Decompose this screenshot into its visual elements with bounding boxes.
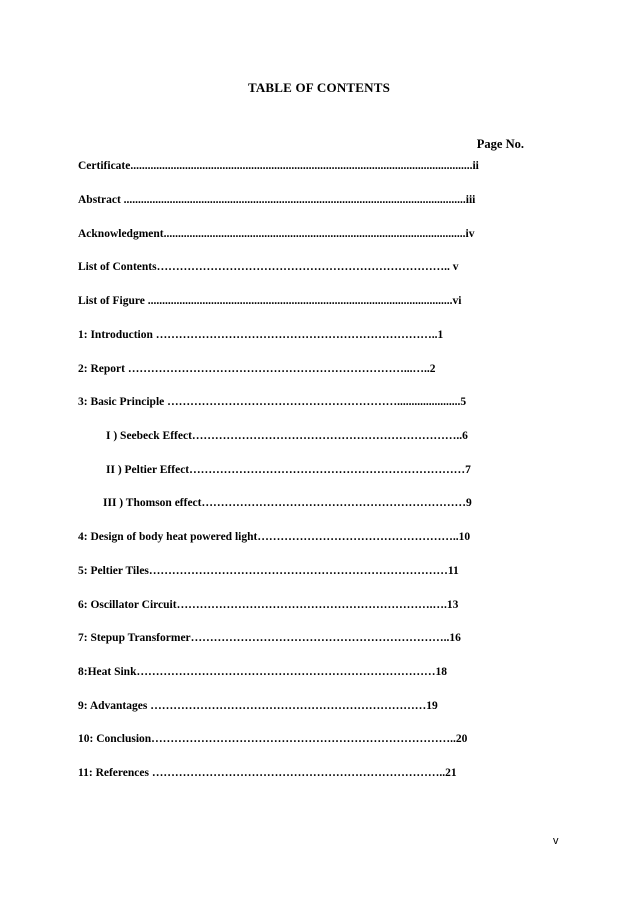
toc-entry-leader: .......................................................................................................... [147, 295, 453, 307]
toc-entry-leader: …………………………………………………………………….. [151, 733, 456, 745]
toc-entry-page: 18 [435, 666, 447, 678]
toc-entry-leader: ……………………………………………………………….. [155, 329, 438, 341]
toc-entry-label: Certificate [78, 160, 131, 172]
toc-entry-abstract[interactable] [78, 192, 475, 208]
toc-entry-peltier-effect[interactable] [106, 462, 471, 478]
toc-entry-introduction[interactable] [78, 327, 443, 343]
toc-entry-page: v [452, 261, 459, 273]
toc-entry-leader: ………………………………………………………………….. [156, 261, 453, 273]
toc-entry-label: 10: Conclusion [78, 733, 152, 745]
toc-entry-design[interactable] [78, 529, 470, 545]
toc-entry-leader: ……………………………………………………………… [189, 464, 466, 476]
toc-entry-leader: ………………………………………………………….. [190, 632, 450, 644]
toc-entry-leader: ....................................................................................................................... [130, 160, 473, 172]
toc-entry-leader: ....................................................................................................................... [123, 194, 466, 206]
toc-entry-label: 3: Basic Principle [78, 396, 168, 408]
toc-entry-label: Abstract [78, 194, 124, 206]
toc-entry-conclusion[interactable] [78, 731, 467, 747]
toc-entry-peltier-tiles[interactable] [78, 563, 459, 579]
toc-entry-leader: ………………………………………………………………...….. [127, 363, 430, 375]
toc-entry-references[interactable] [78, 765, 457, 781]
toc-entry-basic-principle[interactable] [78, 394, 466, 410]
toc-entry-leader: …………………………………………….. [257, 531, 459, 543]
toc-entry-label: 2: Report [78, 363, 128, 375]
toc-entry-label: 11: References [78, 767, 152, 779]
toc-entry-page: 20 [455, 733, 468, 745]
toc-entry-page: 16 [449, 632, 461, 644]
toc-entry-label: 4: Design of body heat powered light [78, 531, 258, 543]
toc-entry-page: iii [465, 194, 476, 206]
toc-entry-label: List of Contents [78, 261, 157, 273]
toc-entry-label: 7: Stepup Transformer [78, 632, 191, 644]
toc-entry-leader: ………………………………………………………….…. [176, 599, 447, 611]
page-title: TABLE OF CONTENTS [247, 80, 391, 95]
toc-entry-label: 8:Heat Sink [78, 666, 137, 678]
toc-entry-leader: …………………………………………………………… [201, 497, 466, 509]
toc-entry-page: 10 [458, 531, 471, 543]
toc-entry-list-of-contents[interactable] [78, 259, 458, 275]
page-no-header: Page No. [476, 137, 524, 151]
toc-entry-leader: …………………………………………………………………… [136, 666, 436, 678]
toc-entry-list-of-figure[interactable] [78, 293, 461, 309]
toc-entry-thomson-effect[interactable] [103, 495, 472, 511]
toc-entry-label: 9: Advantages [78, 700, 151, 712]
toc-entry-page: 13 [446, 599, 459, 611]
toc-entry-page: 19 [426, 700, 438, 712]
toc-entry-page: 9 [466, 497, 472, 509]
toc-entry-leader: ……………………………………………………………… [150, 700, 427, 712]
toc-entry-advantages[interactable] [78, 698, 438, 714]
toc-entry-page: 5 [460, 396, 467, 408]
toc-entry-label: I ) Seebeck Effect [106, 430, 192, 442]
toc-entry-page: 21 [445, 767, 457, 779]
toc-entry-leader: ……………………………………………………...................... [167, 396, 461, 408]
toc-entry-page: 7 [465, 464, 471, 476]
toc-entry-page: vi [452, 295, 462, 307]
toc-entry-page: iv [465, 228, 475, 240]
toc-entry-acknowledgment[interactable] [78, 226, 474, 242]
toc-entry-leader: ......................................................................................................... [163, 228, 466, 240]
toc-entry-label: 5: Peltier Tiles [78, 565, 149, 577]
toc-entry-page: ii [472, 160, 479, 172]
toc-entry-leader: ………………………………………………………………….. [151, 767, 446, 779]
toc-entry-leader: …………………………………………………………….. [191, 430, 463, 442]
toc-entry-leader: …………………………………………………………………… [148, 565, 448, 577]
toc-entry-page: 2 [429, 363, 436, 375]
toc-entry-oscillator-circuit[interactable] [78, 597, 458, 613]
page-number-footer: v [553, 835, 559, 847]
toc-entry-label: 1: Introduction [78, 329, 156, 341]
toc-entry-label: III ) Thomson effect [103, 497, 202, 509]
toc-entry-page: 6 [462, 430, 468, 442]
toc-entry-heat-sink[interactable] [78, 664, 447, 680]
toc-entry-page: 1 [437, 329, 444, 341]
toc-entry-label: List of Figure [78, 295, 148, 307]
toc-entry-label: Acknowledgment [78, 228, 164, 240]
toc-entry-report[interactable] [78, 361, 435, 377]
toc-entry-label: II ) Peltier Effect [106, 464, 190, 476]
toc-entry-certificate[interactable] [78, 158, 479, 174]
toc-entry-label: 6: Oscillator Circuit [78, 599, 177, 611]
toc-entry-seebeck-effect[interactable] [106, 428, 468, 444]
toc-entry-page: 11 [447, 565, 459, 577]
toc-entry-stepup-transformer[interactable] [78, 630, 461, 646]
